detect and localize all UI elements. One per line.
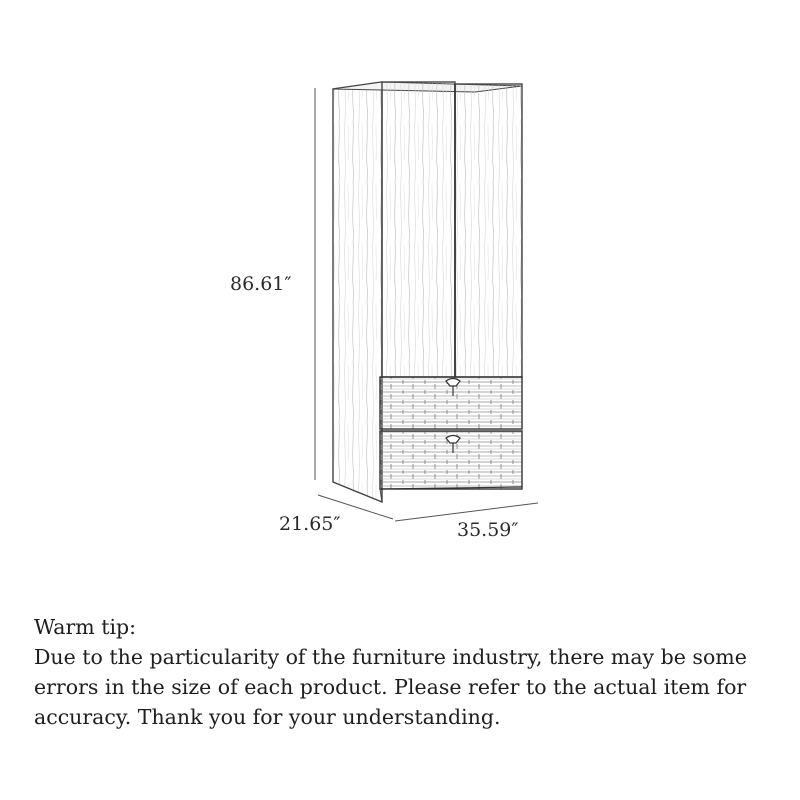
warm-tip-note xyxy=(34,612,774,732)
width-dimension-label: 35.59″ xyxy=(457,519,519,541)
wardrobe-side-panel xyxy=(333,82,382,502)
warm-tip-heading: Warm tip: xyxy=(34,615,137,639)
left-door xyxy=(382,82,455,377)
depth-dimension-label: 21.65″ xyxy=(279,513,341,535)
height-dimension-label: 86.61″ xyxy=(230,273,292,295)
warm-tip-body: Due to the particularity of the furniture industry, there may be some errors in the size of each product. Please refer to the actual item for accuracy. Thank you for your understanding. xyxy=(34,645,747,729)
right-door xyxy=(455,84,522,377)
